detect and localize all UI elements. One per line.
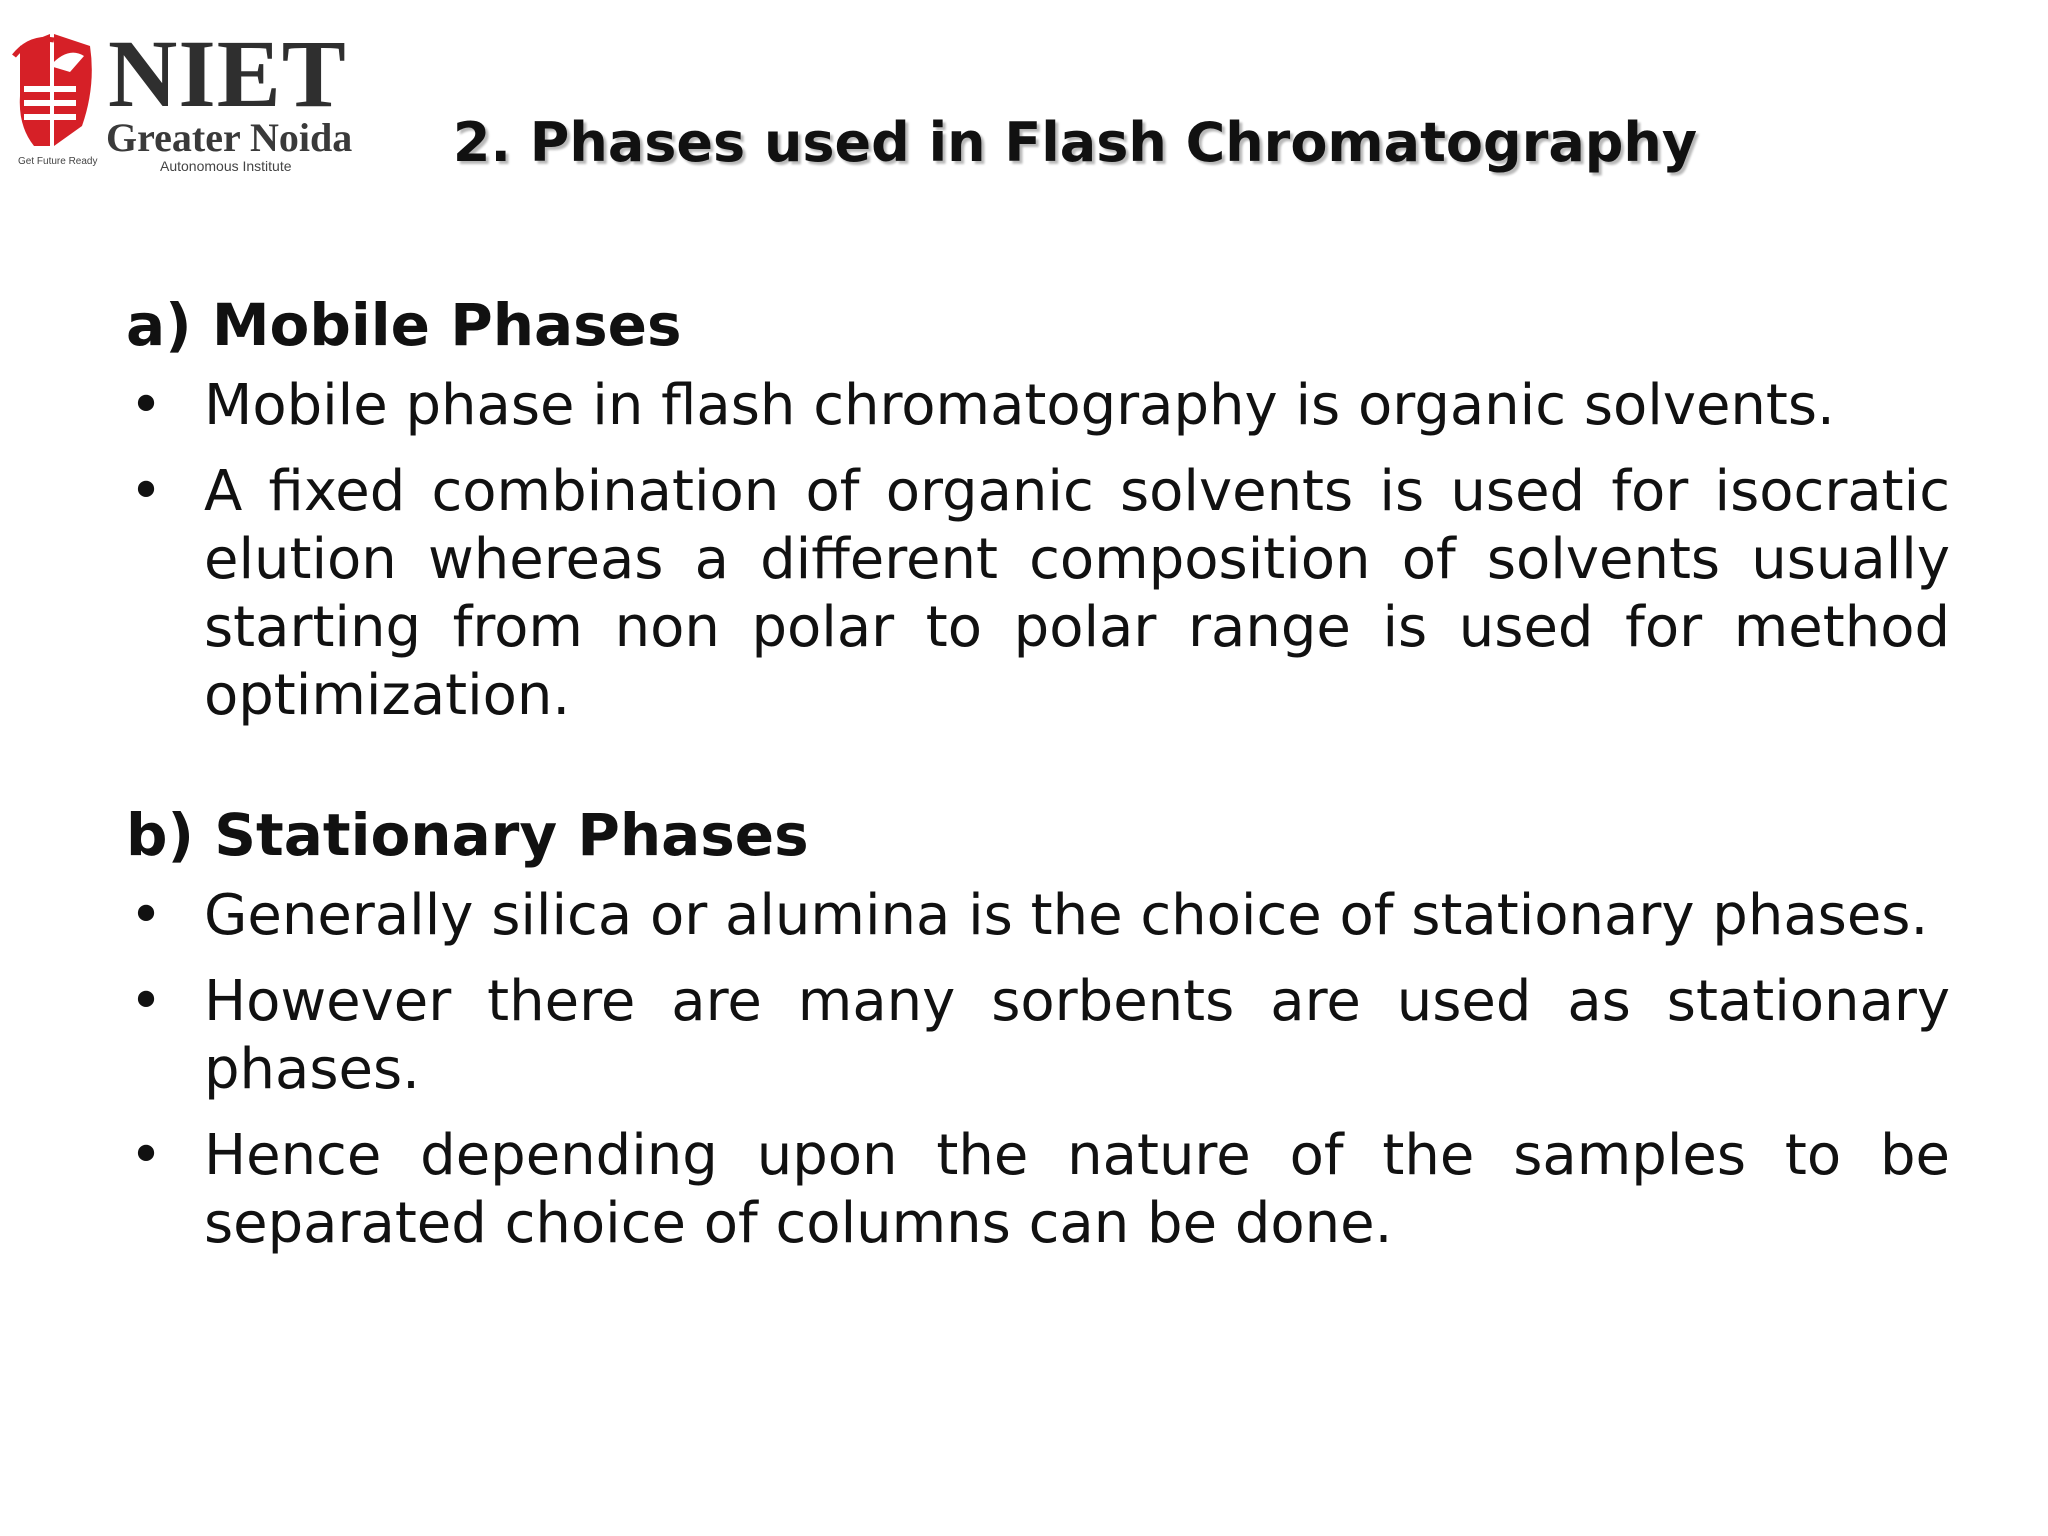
section-heading-stationary-phases: b) Stationary Phases bbox=[126, 801, 809, 869]
niet-emblem-icon bbox=[10, 26, 106, 156]
list-item-text: Mobile phase in flash chromatography is organic solvents. bbox=[204, 373, 1835, 438]
list-item bbox=[126, 458, 1950, 730]
list-item bbox=[126, 1122, 1950, 1258]
logo-city: Greater Noida bbox=[106, 115, 353, 160]
list-item-text: A fixed combination of organic solvents is used for isocratic elution whereas a different composition of solvents usually starting from non polar to polar range is used for method optimization. bbox=[204, 459, 1950, 728]
logo-wordmark: NIET bbox=[108, 20, 347, 127]
logo-subtitle: Autonomous Institute bbox=[160, 158, 292, 174]
list-item bbox=[126, 882, 1950, 950]
bullet-icon: • bbox=[129, 883, 163, 948]
slide-title: 2. Phases used in Flash Chromatography bbox=[452, 111, 1698, 174]
niet-logo bbox=[10, 20, 353, 176]
mobile-phases-list bbox=[126, 372, 1950, 730]
section-heading-mobile-phases: a) Mobile Phases bbox=[126, 291, 682, 359]
list-item bbox=[126, 372, 1950, 440]
bullet-icon: • bbox=[129, 373, 163, 438]
bullet-icon: • bbox=[129, 969, 163, 1034]
logo-tagline: Get Future Ready bbox=[18, 156, 98, 167]
bullet-icon: • bbox=[129, 1123, 163, 1188]
bullet-icon: • bbox=[129, 459, 163, 524]
list-item-text: Hence depending upon the nature of the samples to be separated choice of columns can be done. bbox=[204, 1123, 1950, 1256]
list-item-text: Generally silica or alumina is the choice of stationary phases. bbox=[204, 883, 1929, 948]
stationary-phases-list bbox=[126, 882, 1950, 1258]
list-item-text: However there are many sorbents are used as stationary phases. bbox=[204, 969, 1950, 1102]
slide-content bbox=[126, 288, 1950, 1258]
list-item bbox=[126, 968, 1950, 1104]
